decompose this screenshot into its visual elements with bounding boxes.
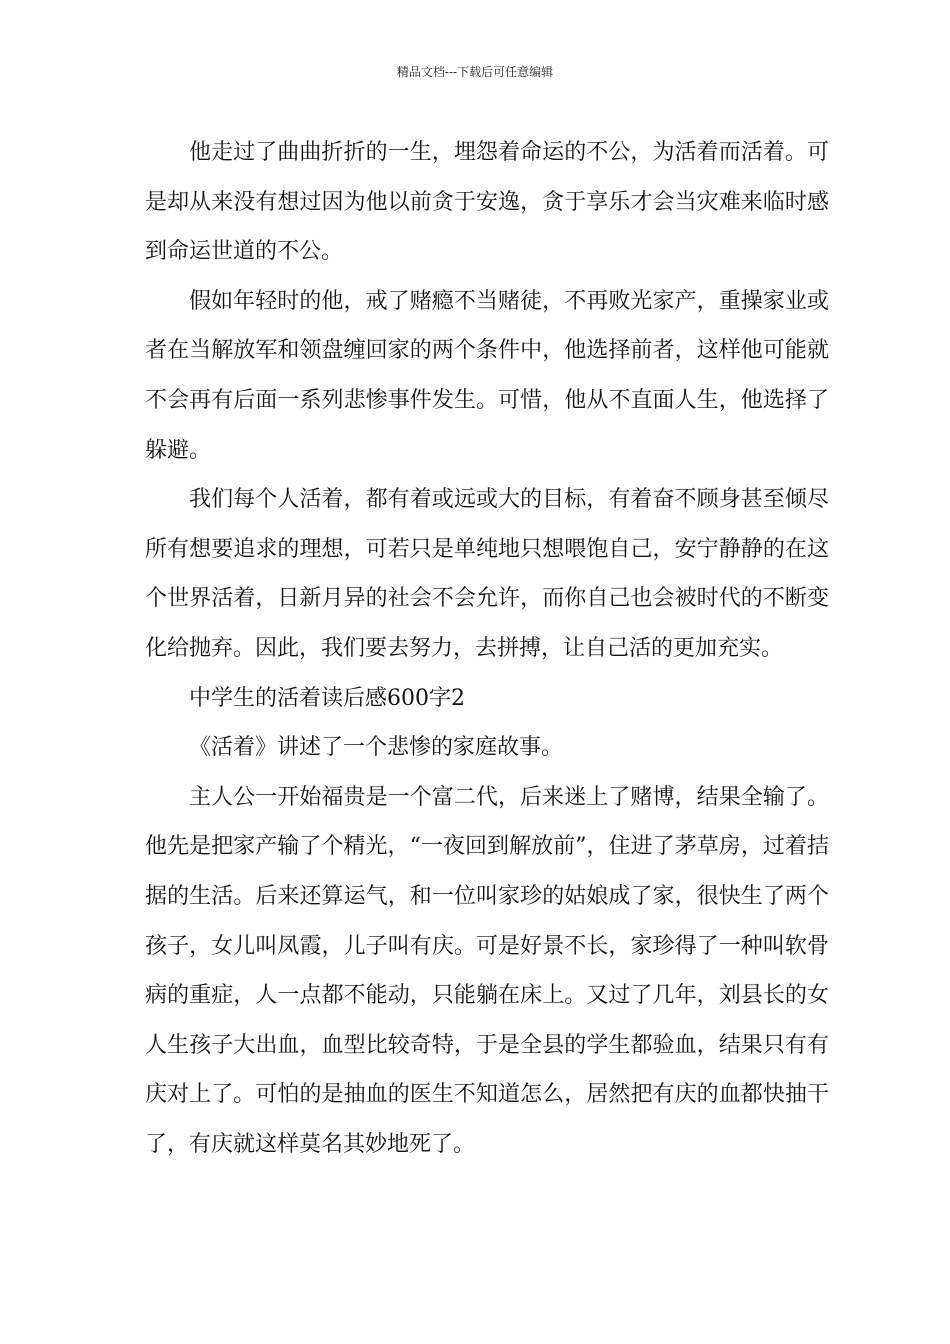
document-body	[145, 128, 829, 1169]
paragraph-2: 假如年轻时的他，戒了赌瘾不当赌徒，不再败光家产，重操家业或者在当解放军和领盘缠回家的两个条件中，他选择前者，这样他可能就不会再有后面一系列悲惨事件发生。可惜，他从不直面人生，他选择了躲避。	[145, 288, 829, 463]
paragraph-3: 我们每个人活着，都有着或远或大的目标，有着奋不顾身甚至倾尽所有想要追求的理想，可若只是单纯地只想喂饱自己，安宁静静的在这个世界活着，日新月异的社会不会允许，而你自己也会被时代的不断变化给抛弃。因此，我们要去努力，去拼搏，让自己活的更加充实。	[145, 487, 829, 661]
page-header: 精品文档---下载后可任意编辑	[396, 65, 554, 79]
paragraph-1: 他走过了曲曲折折的一生，埋怨着命运的不公，为活着而活着。可是却从来没有想过因为他以前贪于安逸，贪于享乐才会当灾难来临时感到命运世道的不公。	[145, 140, 829, 265]
section-title: 中学生的活着读后感600字2	[189, 685, 465, 711]
paragraph-5: 主人公一开始福贵是一个富二代，后来迷上了赌博，结果全输了。他先是把家产输了个精光，“一夜回到解放前”，住进了茅草房，过着拮据的生活。后来还算运气，和一位叫家珍的姑娘成了家，很快生了两个孩子，女儿叫凤霞，儿子叫有庆。可是好景不长，家珍得了一种叫软骨病的重症，人一点都不能动，只能躺在床上。又过了几年，刘县长的女人生孩子大出血，血型比较奇特，于是全县的学生都验血，结果只有有庆对上了。可怕的是抽血的医生不知道怎么，居然把有庆的血都快抽干了，有庆就这样莫名其妙地死了。	[145, 784, 829, 1157]
paragraph-4: 《活着》讲述了一个悲惨的家庭故事。	[189, 735, 564, 761]
